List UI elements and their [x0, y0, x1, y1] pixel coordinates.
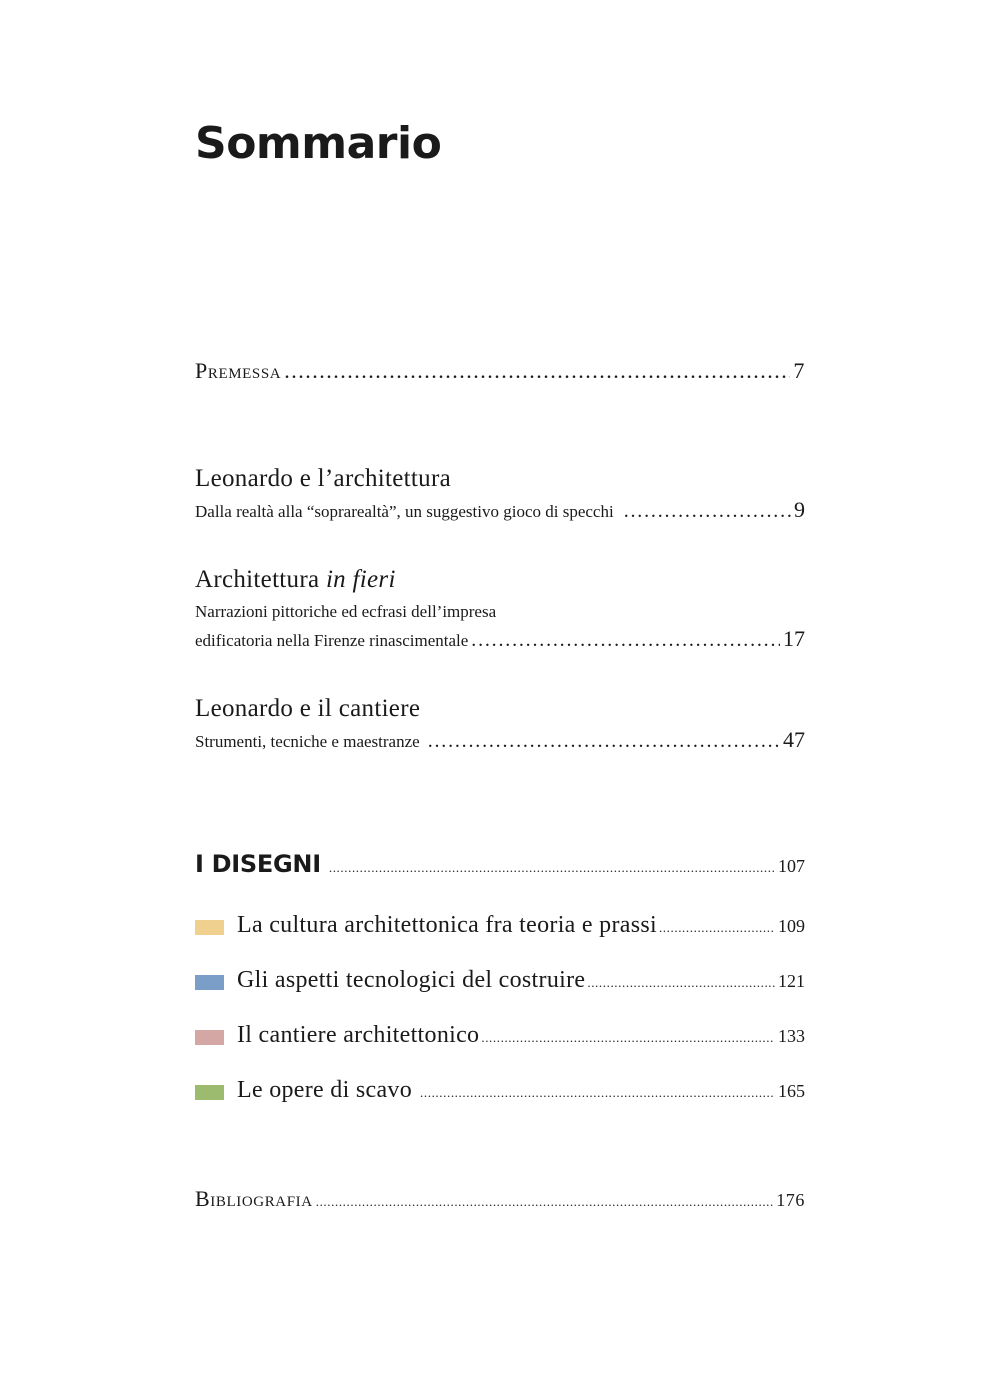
toc-entry-label: Gli aspetti tecnologici del costruire — [237, 967, 586, 993]
dot-leader — [284, 358, 790, 384]
dot-leader — [316, 1194, 773, 1210]
toc-entry-disegni-4[interactable] — [195, 1077, 805, 1104]
dot-leader — [481, 1030, 775, 1046]
toc-page-number: 47 — [783, 727, 805, 752]
chapter-title: Leonardo e l’architettura — [195, 465, 451, 492]
toc-page-number: 121 — [778, 971, 805, 991]
color-swatch — [195, 1030, 224, 1045]
toc-page-number: 176 — [776, 1190, 805, 1210]
chapter-title — [195, 566, 396, 594]
toc-entry-disegni-1[interactable] — [195, 912, 805, 939]
toc-page-number: 107 — [778, 856, 805, 876]
toc-entry-label: Premessa — [195, 358, 282, 383]
toc-entry-disegni[interactable] — [195, 850, 805, 878]
dot-leader — [624, 500, 791, 523]
dot-leader — [420, 1085, 775, 1101]
toc-entry-label: Bibliografia — [195, 1186, 313, 1211]
chapter-title-main: Architettura — [195, 566, 326, 593]
toc-entry-label: Le opere di scavo — [237, 1077, 413, 1103]
dot-leader — [471, 629, 780, 652]
toc-entry-label: Il cantiere architettonico — [237, 1022, 480, 1048]
toc-page-number: 133 — [778, 1026, 805, 1046]
toc-entry-label: La cultura architettonica fra teoria e prassi — [237, 912, 657, 938]
chapter-title: Leonardo e il cantiere — [195, 695, 421, 722]
chapter-subtitle: edificatoria nella Firenze rinascimentale — [195, 631, 469, 650]
color-swatch — [195, 1085, 224, 1100]
chapter-subtitle: Narrazioni pittoriche ed ecfrasi dell’impresa — [195, 602, 497, 621]
toc-entry-disegni-2[interactable] — [195, 967, 805, 994]
toc-page-number: 9 — [794, 497, 805, 522]
chapter-title-italic: in fieri — [325, 566, 396, 593]
color-swatch — [195, 920, 224, 935]
toc-page-number: 17 — [783, 626, 805, 651]
dot-leader — [659, 920, 775, 936]
color-swatch — [195, 975, 224, 990]
dot-leader — [428, 730, 780, 753]
chapter-subtitle: Dalla realtà alla “soprarealtà”, un suggestivo gioco di specchi — [195, 502, 614, 521]
toc-page-number: 7 — [793, 358, 805, 383]
toc-entry-disegni-3[interactable] — [195, 1022, 805, 1049]
dot-leader — [329, 860, 775, 876]
section-heading: I DISEGNI — [195, 850, 321, 878]
chapter-subtitle: Strumenti, tecniche e maestranze — [195, 732, 420, 751]
toc-entry-bibliografia[interactable] — [195, 1186, 805, 1212]
page-title: Sommario — [195, 118, 442, 169]
toc-entry-chapter-3[interactable] — [195, 727, 805, 753]
toc-entry-chapter-1[interactable] — [195, 497, 805, 523]
toc-page-number: 109 — [778, 916, 805, 936]
dot-leader — [587, 975, 775, 991]
toc-page-number: 165 — [778, 1081, 805, 1101]
toc-entry-chapter-2[interactable] — [195, 626, 805, 652]
toc-entry-premessa[interactable] — [195, 358, 805, 384]
